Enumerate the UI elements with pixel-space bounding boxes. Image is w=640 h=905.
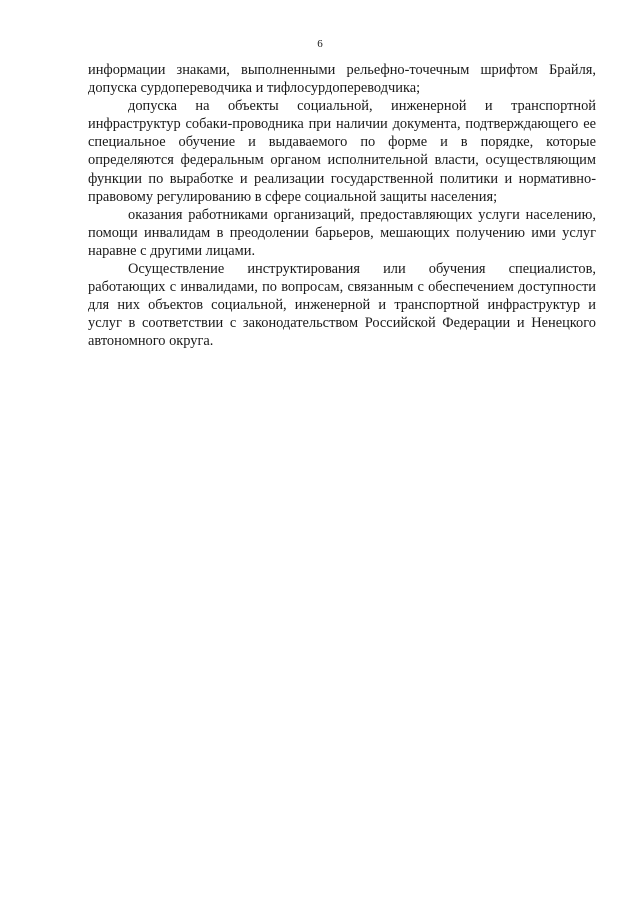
paragraph-guide-dog: допуска на объекты социальной, инженерной и транспортной инфраструктур собаки-проводника при наличии документа, подтверждающего ее специальное обучение и выдаваемого по форме и в порядке, которые определяются федеральным органом исполнительной власти, осуществляющим функции по выработке и реализации государственной политики и нормативно-правовому регулированию в сфере социальной защиты населения; xyxy=(88,98,596,205)
paragraph-specialist-training: Осуществление инструктирования или обучения специалистов, работающих с инвалидами, по вопросам, связанным с обеспечением доступности для них объектов социальной, инженерной и транспортной инфраструктур и услуг в соответствии с законодательством Российской Федерации и Ненецкого автономного округа. xyxy=(88,261,596,350)
page-number: 6 xyxy=(317,38,323,50)
paragraph-continued: информации знаками, выполненными рельефно-точечным шрифтом Брайля, допуска сурдопереводчика и тифлосурдопереводчика; xyxy=(88,62,596,97)
paragraph-staff-assistance: оказания работниками организаций, предоставляющих услуги населению, помощи инвалидам в преодолении барьеров, мешающих получению ими услуг наравне с другими лицами. xyxy=(88,206,596,259)
document-body xyxy=(88,61,596,351)
